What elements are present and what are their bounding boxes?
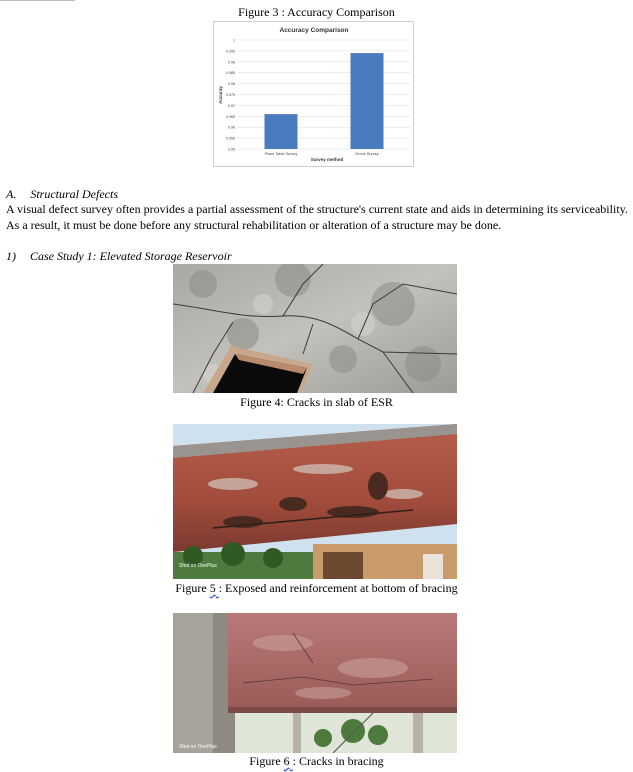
figure6-caption-colon: : [292,754,297,768]
figure5-caption-text: Exposed and reinforcement at bottom of bracing [222,581,458,595]
case-study-heading [6,248,232,264]
figure5-caption-number: 5 [209,581,216,595]
chart-y-tick-label: 0.95 [228,147,235,152]
chart-bar [265,114,298,149]
chart-y-tick-label: 0.975 [226,93,235,97]
figure5-watermark: Shot on OnePlus [179,563,217,569]
figure4-photo [173,264,457,393]
chart-x-tick-label: Plane Table Survey [264,152,298,156]
chart-y-tick-label: 0.99 [228,60,235,65]
top-rule [0,0,75,1]
chart-y-tick-label: 0.985 [226,71,235,76]
figure3-caption: Figure 3 : Accuracy Comparison [238,5,395,19]
chart-y-tick-label: 0.96 [228,125,235,130]
chart-x-axis-label: Survey method [310,157,344,162]
chart-y-tick-label: 0.995 [226,49,235,54]
figure6-watermark: Shot on OnePlus [179,744,217,750]
chart-y-tick-label: 0.955 [226,136,235,141]
figure6-photo [173,613,457,753]
figure5-caption-colon: : [218,581,223,595]
section-paragraph-line-1: A visual defect survey often provides a partial assessment of the structure's current state and aids in determining its serviceability. [6,202,628,216]
section-number: A. [6,187,17,201]
chart-bar [351,53,384,149]
section-title: Structural Defects [30,187,118,201]
case-study-title: Case Study 1: Elevated Storage Reservoir [30,249,232,263]
accuracy-chart [213,21,414,167]
chart-title: Accuracy Comparison [279,27,349,34]
section-heading [6,186,118,202]
figure6-caption-pre: Figure [249,754,284,768]
chart-y-tick-label: 0.965 [226,114,235,119]
chart-y-tick-label: 1 [233,38,235,43]
figure5-photo [173,424,457,579]
figure5-caption [0,581,633,596]
section-paragraph-line-2: As a result, it must be done before any structural rehabilitation or alteration of a structure may be done. [6,218,502,232]
figure4-caption: Figure 4: Cracks in slab of ESR [240,395,393,409]
accuracy-chart-svg [214,22,413,166]
chart-y-axis-label: Accuray [218,86,223,104]
figure6-caption-text: Cracks in bracing [296,754,384,768]
figure6-caption-number: 6 [283,754,290,768]
case-study-number: 1) [6,249,16,263]
chart-x-tick-label: Drone Survey [355,152,379,156]
chart-y-tick-label: 0.98 [228,82,235,87]
chart-y-tick-label: 0.97 [228,103,235,108]
figure5-caption-pre: Figure [175,581,210,595]
figure6-caption [0,754,633,769]
